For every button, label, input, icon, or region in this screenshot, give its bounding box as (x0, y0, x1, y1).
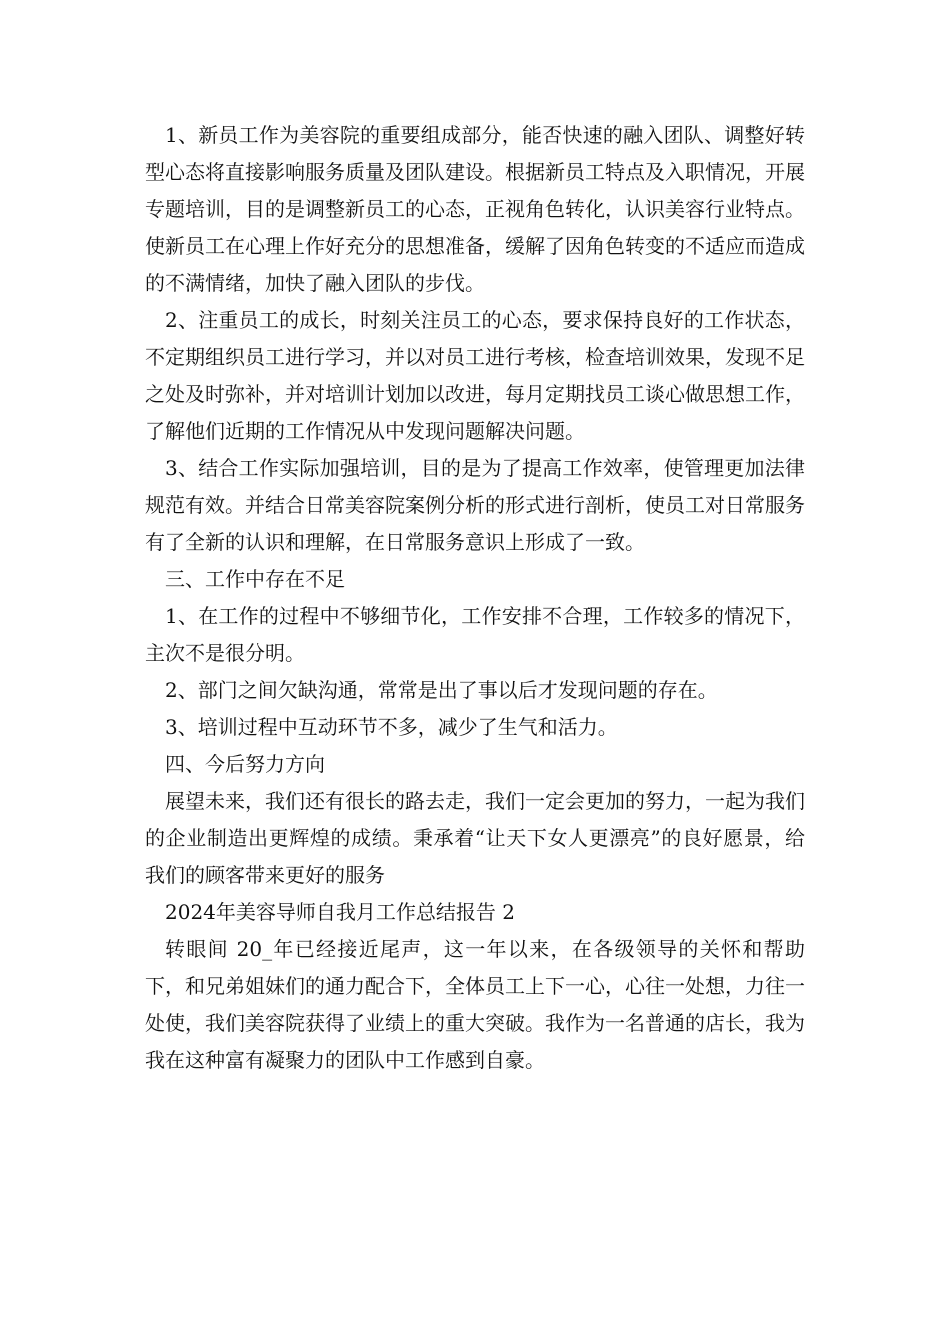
paragraph-shortcoming-3: 3、培训过程中互动环节不多，减少了生气和活力。 (165, 715, 618, 739)
section-heading-future-direction: 四、今后努力方向 (165, 752, 325, 776)
paragraph-practical-training: 3、结合工作实际加强培训，目的是为了提高工作效率，使管理更加法律规范有效。并结合日常美容院案例分析的形式进行剖析，使员工对日常服务有了全新的认识和理解，在日常服务意识上形成了一致。 (145, 456, 805, 554)
paragraph-new-staff-training: 1、新员工作为美容院的重要组成部分，能否快速的融入团队、调整好转型心态将直接影响服务质量及团队建设。根据新员工特点及入职情况，开展专题培训，目的是调整新员工的心态，正视角色转化，认识美容行业特点。使新员工在心理上作好充分的思想准备，缓解了因角色转变的不适应而造成的不满情绪，加快了融入团队的步伐。 (145, 123, 805, 295)
paragraph-year-summary: 转眼间 20_年已经接近尾声，这一年以来，在各级领导的关怀和帮助下，和兄弟姐妹们的通力配合下，全体员工上下一心，心往一处想，力往一处使，我们美容院获得了业绩上的重大突破。我作为一名普通的店长，我为我在这种富有凝聚力的团队中工作感到自豪。 (145, 937, 805, 1072)
section-heading-shortcomings: 三、工作中存在不足 (165, 567, 345, 591)
report-title-2: 2024年美容导师自我月工作总结报告 2 (165, 900, 515, 924)
paragraph-staff-growth: 2、注重员工的成长，时刻关注员工的心态，要求保持良好的工作状态，不定期组织员工进行学习，并以对员工进行考核，检查培训效果，发现不足之处及时弥补，并对培训计划加以改进，每月定期找员工谈心做思想工作，了解他们近期的工作情况从中发现问题解决问题。 (145, 308, 805, 443)
document-body (145, 117, 805, 1079)
paragraph-shortcoming-1: 1、在工作的过程中不够细节化，工作安排不合理，工作较多的情况下，主次不是很分明。 (145, 604, 805, 665)
paragraph-outlook: 展望未来，我们还有很长的路去走，我们一定会更加的努力，一起为我们的企业制造出更辉煌的成绩。秉承着“让天下女人更漂亮”的良好愿景，给我们的顾客带来更好的服务 (145, 789, 805, 887)
paragraph-shortcoming-2: 2、部门之间欠缺沟通，常常是出了事以后才发现问题的存在。 (165, 678, 718, 702)
